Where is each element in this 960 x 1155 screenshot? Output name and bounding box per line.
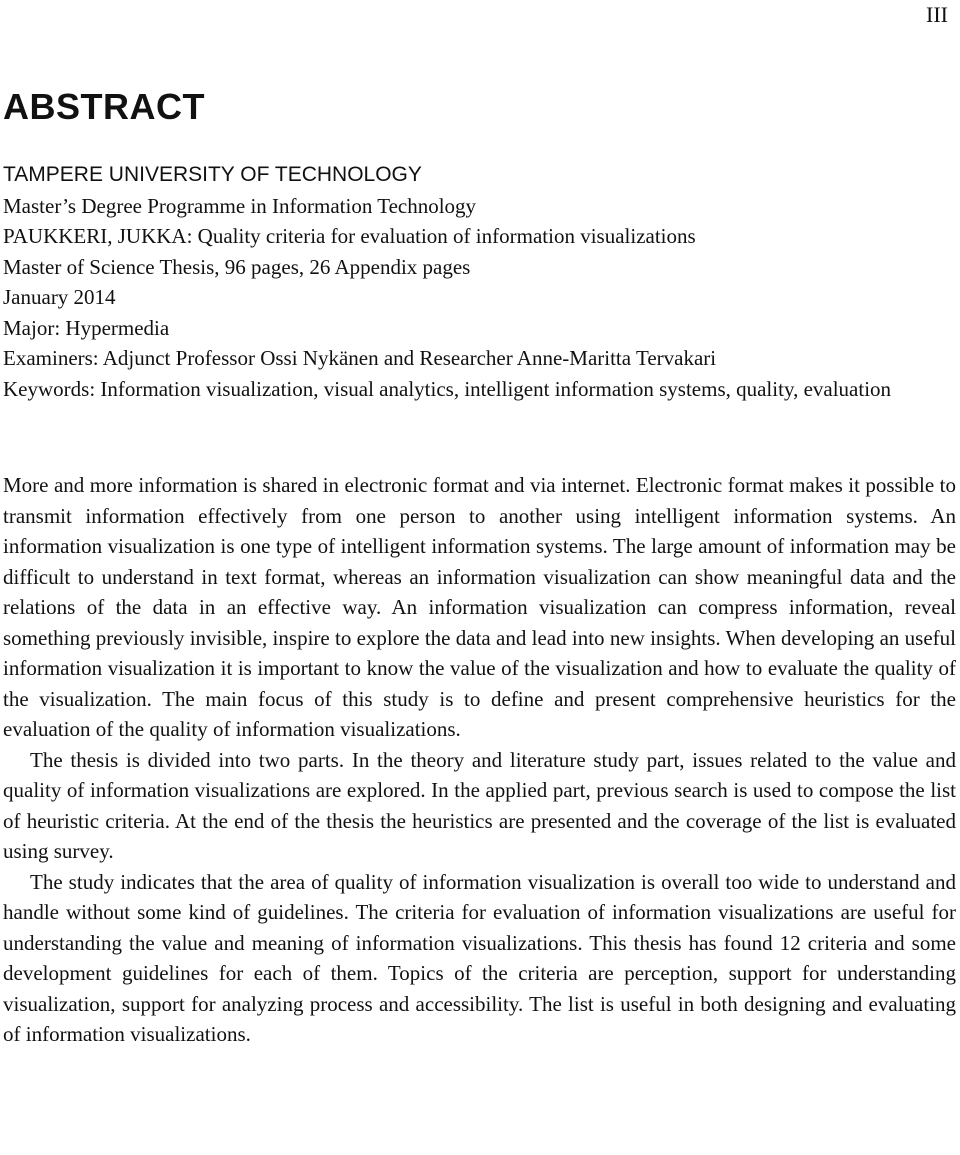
abstract-paragraph: The study indicates that the area of quality of information visualization is overall too wide to understand and handle without some kind of guidelines. The criteria for evaluation of information visualizations are useful for understanding the value and meaning of information visualizations. This thesis has found 12 criteria and some development guidelines for each of them. Topics of the criteria are perception, support for understanding visualization, support for analyzing process and accessibility. The list is useful in both designing and evaluating of information visualizations. [3,869,956,1046]
thesis-info: Master of Science Thesis, 96 pages, 26 Appendix pages [3,254,471,279]
thesis-date: January 2014 [3,285,116,309]
page-number: III [926,2,948,27]
major: Major: Hypermedia [3,315,170,340]
abstract-body [3,470,956,1050]
abstract-heading: ABSTRACT [3,86,205,127]
examiners: Examiners: Adjunct Professor Ossi Nykänen and Researcher Anne-Maritta Tervakari [3,346,717,370]
degree-programme: Master’s Degree Programme in Information Technology [3,193,477,218]
thesis-metadata [3,160,953,404]
university-name: TAMPERE UNIVERSITY OF TECHNOLOGY [3,163,422,186]
abstract-paragraph: The thesis is divided into two parts. In the theory and literature study part, issues related to the value and quality of information visualizations are explored. In the applied part, previous search is used to compose the list of heuristic criteria. At the end of the thesis the heuristics are presented and the coverage of the list is evaluated using survey. [3,747,956,863]
author-and-title: PAUKKERI, JUKKA: Quality criteria for evaluation of information visualizations [3,224,696,248]
keywords: Keywords: Information visualization, visual analytics, intelligent information systems, quality, evaluation [3,376,892,401]
abstract-paragraph: More and more information is shared in electronic format and via internet. Electronic format makes it possible to transmit information effectively from one person to another using intelligent information systems. An information visualization is one type of intelligent information systems. The large amount of information may be difficult to understand in text format, whereas an information visualization can show meaningful data and the relations of the data in an effective way. An information visualization can compress information, reveal something previously invisible, inspire to explore the data and lead into new insights. When developing an useful information visualization it is important to know the value of the visualization and how to evaluate the quality of the visualization. The main focus of this study is to define and present comprehensive heuristics for the evaluation of the quality of information visualizations. [3,473,956,741]
